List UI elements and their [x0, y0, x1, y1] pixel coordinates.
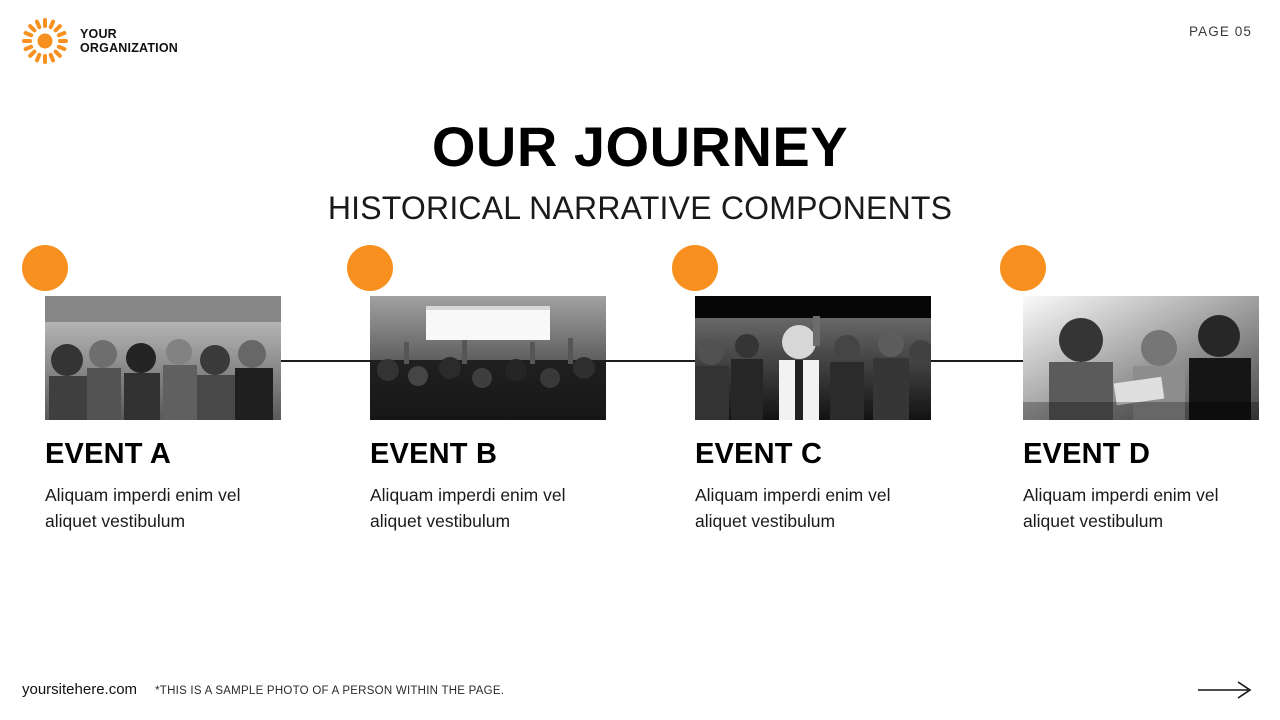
event-description: Aliquam imperdi enim vel aliquet vestibulum [45, 485, 241, 532]
timeline-connector [605, 360, 697, 362]
footer-note: *THIS IS A SAMPLE PHOTO OF A PERSON WITHIN THE PAGE. [155, 685, 505, 697]
page-title: OUR JOURNEY [431, 115, 849, 178]
timeline-marker-dot [22, 245, 68, 291]
organization-name-line1: YOUR [80, 26, 117, 41]
timeline-event [695, 270, 931, 535]
event-description: Aliquam imperdi enim vel aliquet vestibulum [695, 485, 891, 532]
timeline-connector [280, 360, 372, 362]
event-photo [1023, 296, 1259, 420]
event-title: EVENT B [370, 438, 498, 470]
timeline [0, 270, 1280, 570]
website-link[interactable]: yoursitehere.com [22, 681, 138, 698]
page-subtitle: HISTORICAL NARRATIVE COMPONENTS [327, 190, 953, 226]
organization-name [80, 27, 178, 56]
event-description: Aliquam imperdi enim vel aliquet vestibulum [370, 485, 566, 532]
brand-header [22, 18, 178, 64]
timeline-event [1023, 270, 1259, 535]
footer [22, 681, 504, 698]
event-title: EVENT C [695, 438, 823, 470]
event-photo [370, 296, 606, 420]
organization-name-line2: ORGANIZATION [80, 41, 178, 55]
event-photo [695, 296, 931, 420]
timeline-connector [930, 360, 1023, 362]
timeline-marker-dot [672, 245, 718, 291]
event-title: EVENT A [45, 438, 172, 470]
arrow-right-icon [1198, 680, 1254, 700]
sunburst-logo-icon [22, 18, 68, 64]
event-title: EVENT D [1023, 438, 1151, 470]
timeline-marker-dot [347, 245, 393, 291]
page-number: PAGE 05 [1189, 24, 1252, 39]
timeline-event [45, 270, 281, 535]
timeline-event [370, 270, 606, 535]
event-photo [45, 296, 281, 420]
timeline-marker-dot [1000, 245, 1046, 291]
event-description: Aliquam imperdi enim vel aliquet vestibulum [1023, 485, 1219, 532]
